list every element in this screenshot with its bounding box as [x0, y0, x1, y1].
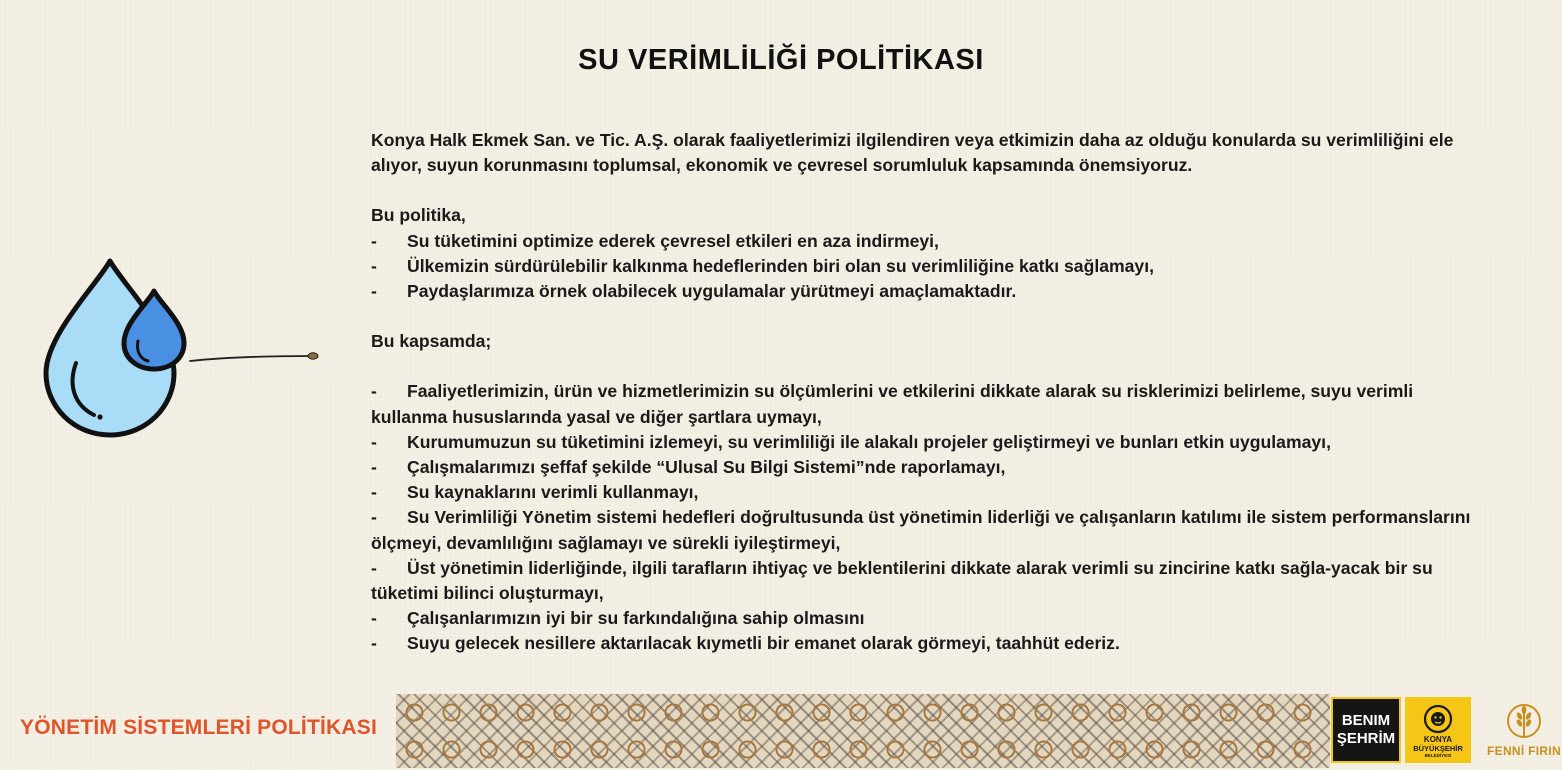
- fenni-firin-logo: [1487, 700, 1561, 766]
- bullet-dash: -: [371, 431, 377, 452]
- list-item: [371, 606, 1491, 631]
- list-item: [371, 279, 1491, 304]
- list-item: [371, 254, 1491, 279]
- list-item: [371, 229, 1491, 254]
- bullet-dash: -: [371, 557, 377, 578]
- list-item-text: Kurumumuzun su tüketimini izlemeyi, su verimliliği ile alakalı projeler geliştirmeyi ve bunları etkin uygulamayı,: [407, 431, 1331, 452]
- list-item: [371, 430, 1491, 455]
- list-item-text: Çalışmalarımızı şeffaf şekilde “Ulusal Su Bilgi Sistemi”nde raporlamayı,: [407, 457, 1006, 478]
- list-item-text: Su tüketimini optimize ederek çevresel etkileri en aza indirmeyi,: [407, 230, 939, 251]
- scope-heading: Bu kapsamda;: [371, 331, 492, 352]
- water-drop-icon: [38, 255, 328, 445]
- policy-content: [371, 128, 1491, 657]
- bullet-dash: -: [371, 507, 377, 528]
- list-item-text: Paydaşlarımıza örnek olabilecek uygulamalar yürütmeyi amaçlamaktadır.: [407, 281, 1017, 302]
- page-title: SU VERİMLİLİĞİ POLİTİKASI: [578, 44, 984, 76]
- konya-buyuksehir-logo: [1405, 697, 1471, 763]
- lion-emblem-icon: [1421, 705, 1455, 735]
- list-item-text: Suyu gelecek nesillere aktarılacak kıymetli bir emanet olarak görmeyi, taahhüt ederiz.: [407, 633, 1120, 654]
- list-item-text: Ülkemizin sürdürülebilir kalkınma hedeflerinden biri olan su verimliliğine katkı sağlamayı,: [407, 255, 1154, 276]
- list-item: [371, 631, 1491, 656]
- list-item-text: Faaliyetlerimizin, ürün ve hizmetlerimizin su ölçümlerini ve etkilerini dikkate alarak su risklerimizi belirleme, suyu verimli kullanma hususlarında yasal ve diğer şartlara uymayı,: [371, 381, 1414, 427]
- logo-text: BÜYÜKŞEHİR: [1413, 744, 1463, 753]
- spacer: [371, 178, 1491, 203]
- list-item: [371, 556, 1491, 606]
- logo-text: BELEDİYESİ: [1424, 753, 1452, 758]
- policy-heading: Bu politika,: [371, 205, 466, 226]
- bullet-dash: -: [371, 230, 377, 251]
- spacer: [371, 354, 1491, 379]
- bullet-dash: -: [371, 381, 377, 402]
- intro-paragraph: Konya Halk Ekmek San. ve Tic. A.Ş. olarak faaliyetlerimizi ilgilendiren veya etkimizin daha az olduğu konularda su verimliliğini ele alıyor, suyun korunmasını toplumsal, ekonomik ve çevresel sorumluluk kapsamında önemsiyoruz.: [371, 130, 1454, 176]
- logo-text: BENIM: [1341, 712, 1391, 729]
- bullet-dash: -: [371, 608, 377, 629]
- logo-text: KONYA: [1423, 735, 1453, 744]
- list-item: [371, 455, 1491, 480]
- list-item-text: Üst yönetimin liderliğinde, ilgili tarafların ihtiyaç ve beklentilerini dikkate alarak verimli su zincirine katkı sağla-yacak bir su tüketimi bilinci oluşturmayı,: [371, 557, 1433, 604]
- list-item: [371, 505, 1491, 555]
- footer-title: YÖNETİM SİSTEMLERİ POLİTİKASI: [20, 716, 377, 739]
- decorative-pattern-band: [396, 694, 1330, 768]
- water-drop-illustration: [38, 255, 328, 445]
- list-item: [371, 480, 1491, 505]
- logo-text: FENNİ FIRIN: [1487, 744, 1561, 758]
- bullet-dash: -: [371, 281, 377, 302]
- list-item-text: Çalışanlarımızın iyi bir su farkındalığına sahip olmasını: [407, 608, 865, 629]
- spacer: [371, 304, 1491, 329]
- benim-sehrim-logo: [1331, 697, 1401, 763]
- bullet-dash: -: [371, 255, 377, 276]
- list-item-text: Su kaynaklarını verimli kullanmayı,: [407, 482, 699, 503]
- list-item: [371, 379, 1491, 429]
- bullet-dash: -: [371, 457, 377, 478]
- list-item-text: Su Verimliliği Yönetim sistemi hedefleri doğrultusunda üst yönetimin liderliği ve çalışanların katılımı ile sistem performanslarını ölçmeyi, devamlılığını sağlamayı ve sürekli iyileştirmeyi,: [371, 507, 1471, 553]
- wheat-icon: [1506, 700, 1542, 744]
- bullet-dash: -: [371, 633, 377, 654]
- logo-text: ŞEHRİM: [1336, 730, 1396, 747]
- bullet-dash: -: [371, 482, 377, 503]
